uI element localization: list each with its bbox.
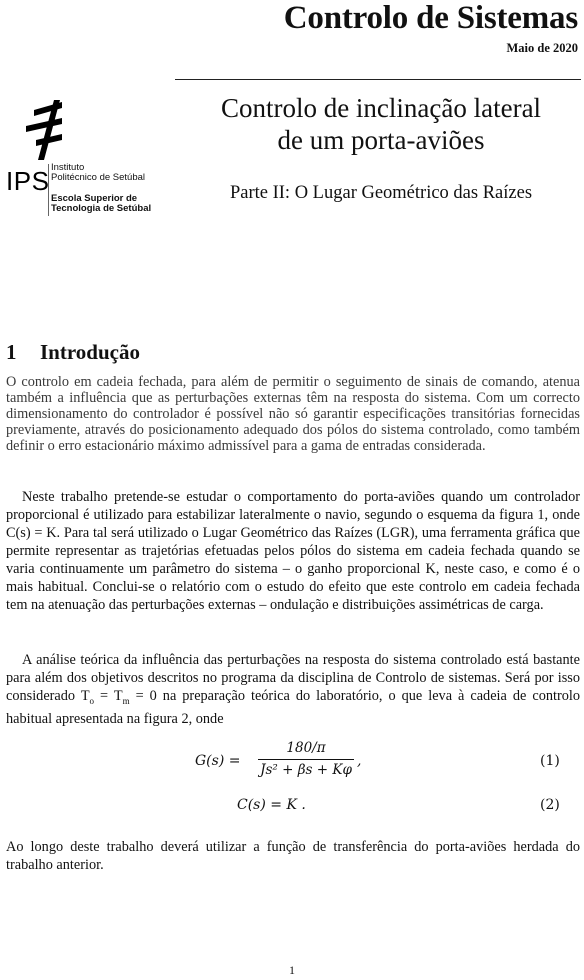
paragraph-3: Ao longo deste trabalho deverá utilizar a função de transferência do porta-aviões herdada do trabalho anterior. — [6, 839, 580, 873]
equation-1-fraction — [258, 740, 354, 778]
document-date: Maio de 2020 — [506, 41, 578, 55]
logo-institute — [51, 163, 145, 183]
equation-1-punctuation: , — [357, 753, 362, 769]
equation-2-number: (2) — [540, 797, 560, 813]
paragraph-2-text-c: = 0 na preparação teórica do laboratório, o que leva à cadeia de controlo habitual apresentada na figura 2, onde — [6, 688, 581, 727]
equation-1-numerator: 180/π — [286, 740, 326, 756]
fraction-bar — [258, 759, 354, 760]
document-subtitle: Parte II: O Lugar Geométrico das Raízes — [229, 183, 533, 203]
equation-1-denominator: Js² + βs + Kφ — [260, 762, 352, 778]
logo-school — [51, 194, 151, 214]
equation-1-lhs: G(s) = — [195, 753, 241, 769]
equation-2: C(s) = K . — [237, 797, 306, 813]
logo-institute-line2: Politécnico de Setúbal — [51, 172, 146, 183]
logo-school-line2: Tecnologia de Setúbal — [51, 203, 152, 214]
document-title — [178, 92, 584, 156]
header-rule — [175, 79, 581, 80]
intro-paragraph: O controlo em cadeia fechada, para além de permitir o seguimento de sinais de comando, atenua também a influência que as perturbações externas têm na resposta do sistema. Com um correcto dimensionamento do controlador é possível não só garantir especificações transitórias fornecidas previamente, através do posicionamento adequado dos pólos do sistema controlado, como também definir o erro estacionário máximo admissível para a gama de entradas considerada. — [6, 374, 580, 454]
paragraph-2-text-a: A análise teórica da influência das perturbações na resposta do sistema controlado está bastante para além dos objetivos descritos no programa da disciplina de Controlo de sistemas. Será por isso considerado T — [6, 652, 580, 704]
paragraph-2 — [6, 651, 580, 728]
logo-school-line1: Escola Superior de — [51, 193, 138, 204]
section-title: Introdução — [40, 340, 140, 364]
course-title: Controlo de Sistemas — [283, 0, 578, 36]
document-title-line2: de um porta-aviões — [277, 125, 485, 155]
logo-institute-line1: Instituto — [51, 162, 85, 173]
logo-divider — [48, 164, 49, 216]
ips-logo-mark-icon — [22, 100, 72, 160]
paragraph-2-sub-o: o — [89, 695, 95, 706]
paragraph-1: Neste trabalho pretende-se estudar o comportamento do porta-aviões quando um controlador proporcional é utilizado para estabilizar lateralmente o navio, segundo o esquema da figura 1, onde C(s) = K. Para tal será utilizado o Lugar Geométrico das Raízes (LGR), uma ferramenta gráfica que permite representar as trajetórias efetuadas pelos pólos do sistema em cadeia fechada quando se varia continuamente um parâmetro do sistema – o ganho proporcional K, neste caso, e como é o mais habitual. Conclui-se o relatório com o estudo do efeito que este controlo em cadeia fechada tem na atenuação das perturbações externas – ondulação e distribuições assimétricas de carga. — [6, 489, 580, 613]
logo-ips-text: IPS — [6, 166, 50, 196]
paragraph-2-sub-m: m — [122, 695, 130, 706]
page-number: 1 — [289, 963, 295, 977]
equation-1-number: (1) — [540, 753, 560, 769]
document-title-line1: Controlo de inclinação lateral — [220, 93, 542, 123]
section-number: 1 — [6, 340, 17, 364]
paragraph-2-text-b: = T — [94, 688, 123, 704]
